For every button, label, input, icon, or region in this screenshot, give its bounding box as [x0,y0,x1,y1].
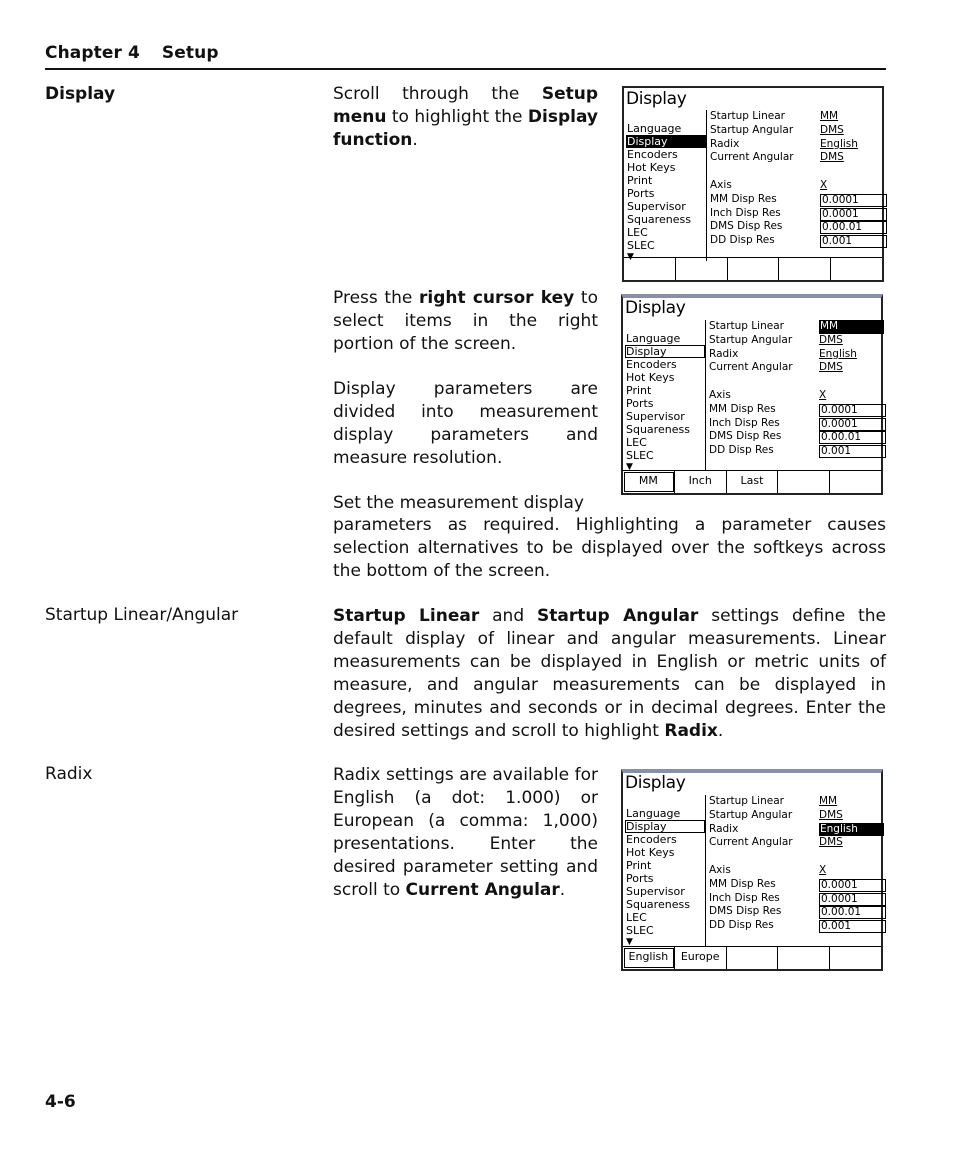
value-startup-angular: DMS [820,123,844,136]
value-startup-angular: DMS [819,808,843,821]
value-radix-selected: English [819,823,884,837]
softkey-bar [624,257,882,280]
menu-item: Supervisor [626,410,685,423]
menu-item: Supervisor [626,885,685,898]
screen-divider [706,110,707,261]
value-inch-res: 0.0001 [820,208,887,221]
screen-divider [705,795,706,946]
value-inch-res: 0.0001 [819,418,886,431]
softkey[interactable] [831,258,882,280]
value-dms-res: 0.00.01 [819,431,886,444]
menu-item: Ports [626,872,654,885]
value-axis: X [820,178,828,191]
softkey[interactable] [778,947,830,969]
softkey-english[interactable]: English [623,947,675,969]
paragraph-set-params-a: Set the measurement display [333,493,584,513]
value-dd-res: 0.001 [820,235,887,248]
scroll-down-icon: ▼ [626,937,633,947]
softkey[interactable] [779,258,831,280]
softkey[interactable] [728,258,780,280]
radix-heading: Radix [45,764,93,784]
value-current-angular: DMS [819,361,843,374]
paragraph-startup: Startup Linear and Startup Angular settings define the default display of linear and angular measurements. Linear measurements can be displayed in English or metric units of measure, and angular measurements can be displayed in degrees, minutes and seconds or in decimal degrees. Enter the desired settings and scroll to highlight Radix. [333,606,886,741]
paragraph-radix: Radix settings are available for English (a dot: 1.000) or European (a comma: 1,000) presentations. Enter the desired parameter setting and scroll to Current Angular. [333,765,598,900]
lcd-screen-display-menu [622,86,884,282]
menu-item: Squareness [626,898,690,911]
screen-menu [625,807,705,947]
menu-item-selected: Display [625,345,705,358]
menu-item: Encoders [627,148,678,161]
menu-item: Print [626,859,652,872]
softkey[interactable] [830,471,881,493]
value-dd-res: 0.001 [819,920,886,933]
screen-title: Display [625,773,686,793]
menu-item: Hot Keys [626,371,675,384]
softkey[interactable] [830,947,881,969]
value-radix: English [820,137,858,150]
menu-item: LEC [627,226,648,239]
display-heading: Display [45,84,116,104]
value-mm-res: 0.0001 [819,879,886,892]
menu-item-selected: Display [626,135,706,148]
value-dms-res: 0.00.01 [820,221,887,234]
header-rule [45,68,886,70]
startup-heading: Startup Linear/Angular [45,605,239,625]
menu-item: SLEC [627,239,655,252]
lcd-screen-startup-linear [621,294,883,495]
value-axis: X [819,388,827,401]
value-startup-linear-selected: MM [819,320,884,334]
screen-params: Startup Linear MM Startup Angular DMS Radix English Current Angular DMS Axis X MM Disp Res 0.0001 Inch Disp Res 0.0001 DMS Disp Res 0.00.01 DD Disp Res 0.001 [709,320,881,458]
menu-item: Print [627,174,653,187]
menu-item: Squareness [627,213,691,226]
lcd-screen-radix [621,769,883,971]
menu-item: Hot Keys [626,846,675,859]
scroll-down-icon: ▼ [626,462,633,472]
value-startup-linear: MM [819,795,838,807]
screen-title: Display [625,298,686,318]
paragraph-setup-menu: Scroll through the Setup menu to highlight the Display function. [333,84,598,150]
value-dms-res: 0.00.01 [819,906,886,919]
paragraph-set-params-b: parameters as required. Highlighting a parameter causes selection alternatives to be displayed over the softkeys across the bottom of the screen. [333,515,886,581]
menu-item: LEC [626,911,647,924]
screen-title: Display [626,89,687,109]
menu-item: Ports [626,397,654,410]
menu-item-selected: Display [625,820,705,833]
value-current-angular: DMS [820,151,844,164]
menu-item: SLEC [626,449,654,462]
softkey-mm[interactable]: MM [623,471,675,493]
screen-divider [705,320,706,471]
softkey-bar [623,946,881,969]
value-mm-res: 0.0001 [819,404,886,417]
softkey[interactable] [778,471,830,493]
value-mm-res: 0.0001 [820,194,887,207]
paragraph-display-params: Display parameters are divided into measurement display parameters and measure resolution. [333,379,598,468]
menu-item: Language [627,122,682,135]
value-startup-angular: DMS [819,333,843,346]
scroll-down-icon: ▼ [627,252,634,262]
menu-item: Supervisor [627,200,686,213]
menu-item: Language [626,807,681,820]
section-label: Setup [161,43,219,63]
page-number: 4-6 [45,1092,76,1112]
value-current-angular: DMS [819,836,843,849]
screen-params: Startup Linear MM Startup Angular DMS Radix English Current Angular DMS Axis X MM Disp Res 0.0001 Inch Disp Res 0.0001 DMS Disp Res 0.00.01 DD Disp Res 0.001 [710,110,882,248]
menu-item: Squareness [626,423,690,436]
softkey[interactable] [676,258,728,280]
value-radix: English [819,347,857,360]
menu-item: Encoders [626,833,677,846]
menu-item: Hot Keys [627,161,676,174]
softkey[interactable] [727,947,779,969]
softkey-last[interactable]: Last [727,471,779,493]
softkey[interactable] [624,258,676,280]
screen-menu [626,122,706,262]
value-dd-res: 0.001 [819,445,886,458]
menu-item: Encoders [626,358,677,371]
menu-item: SLEC [626,924,654,937]
paragraph-right-cursor: Press the right cursor key to select items in the right portion of the screen. [333,288,598,354]
menu-item: Ports [627,187,655,200]
value-inch-res: 0.0001 [819,893,886,906]
value-axis: X [819,863,827,876]
menu-item: Language [626,332,681,345]
softkey-bar [623,470,881,493]
softkey-inch[interactable]: Inch [675,471,727,493]
menu-item: Print [626,384,652,397]
screen-params: Startup Linear MM Startup Angular DMS Radix English Current Angular DMS Axis X MM Disp Res 0.0001 Inch Disp Res 0.0001 DMS Disp Res 0.00.01 DD Disp Res 0.001 [709,795,881,933]
screen-menu [625,332,705,472]
chapter-label: Chapter 4 [45,43,140,63]
menu-item: LEC [626,436,647,449]
chapter-header [45,43,219,63]
softkey-europe[interactable]: Europe [675,947,727,969]
value-startup-linear: MM [820,110,839,122]
